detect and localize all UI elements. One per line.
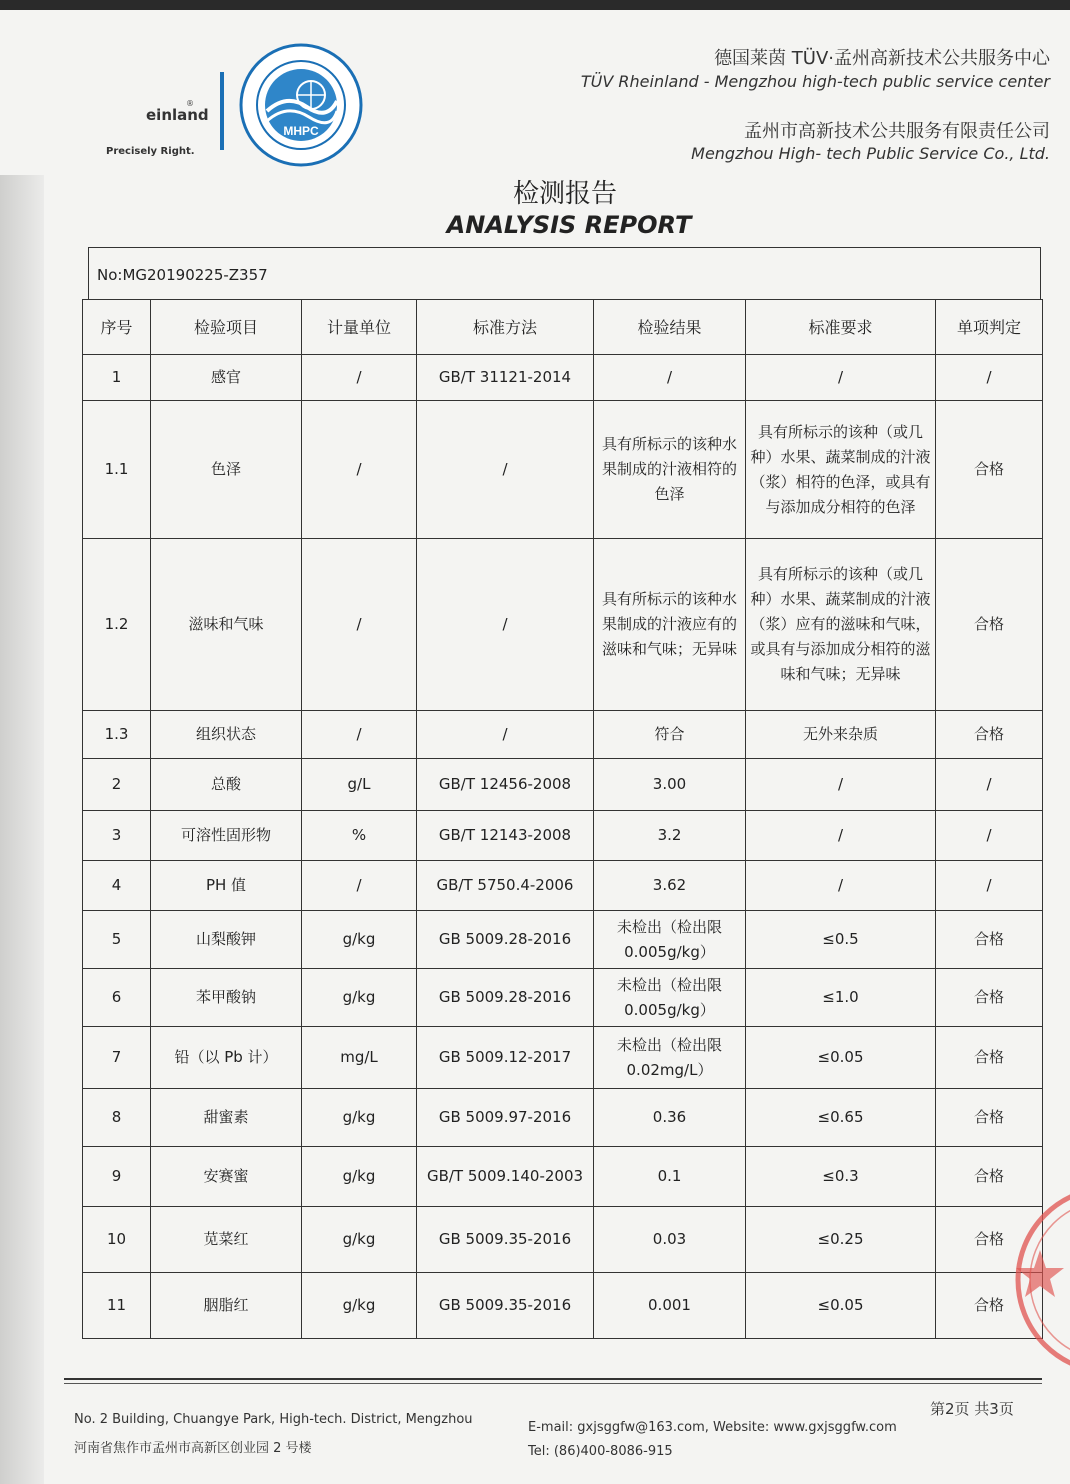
standard-requirement: / (746, 861, 936, 911)
row-number: 1.2 (83, 539, 151, 711)
unit: g/kg (302, 1147, 417, 1207)
test-item: 甜蜜素 (151, 1089, 302, 1147)
test-result: / (594, 355, 746, 401)
page-number: 第2页 共3页 (930, 1400, 1014, 1418)
unit: g/kg (302, 1207, 417, 1273)
test-result: 未检出（检出限0.005g/kg） (594, 911, 746, 969)
verdict: 合格 (936, 1147, 1043, 1207)
col-header: 检验结果 (594, 300, 746, 355)
results-table (82, 299, 1043, 1339)
verdict: 合格 (936, 969, 1043, 1027)
verdict: / (936, 355, 1043, 401)
standard-method: / (417, 401, 594, 539)
brand-logo-text: einland (146, 106, 209, 124)
test-item: 可溶性固形物 (151, 811, 302, 861)
test-result: 3.00 (594, 759, 746, 811)
table-row (83, 539, 1043, 711)
verdict: / (936, 759, 1043, 811)
table-row (83, 969, 1043, 1027)
table-row (83, 811, 1043, 861)
table-header-row (83, 300, 1043, 355)
standard-requirement: 具有所标示的该种（或几种）水果、蔬菜制成的汁液（浆）相符的色泽，或具有与添加成分相符的色泽 (746, 401, 936, 539)
row-number: 1.3 (83, 711, 151, 759)
standard-method: GB 5009.12-2017 (417, 1027, 594, 1089)
row-number: 4 (83, 861, 151, 911)
unit: g/L (302, 759, 417, 811)
standard-requirement: 具有所标示的该种（或几种）水果、蔬菜制成的汁液（浆）应有的滋味和气味，或具有与添加成分相符的滋味和气味；无异味 (746, 539, 936, 711)
contact-info: E-mail: gxjsggfw@163.com, Website: www.gxjsggfw.com (528, 1420, 897, 1435)
unit: g/kg (302, 1089, 417, 1147)
standard-requirement: ≤0.25 (746, 1207, 936, 1273)
standard-requirement: ≤0.05 (746, 1027, 936, 1089)
row-number: 5 (83, 911, 151, 969)
unit: % (302, 811, 417, 861)
test-item: 色泽 (151, 401, 302, 539)
test-result: 0.1 (594, 1147, 746, 1207)
row-number: 3 (83, 811, 151, 861)
unit: / (302, 401, 417, 539)
standard-method: GB 5009.35-2016 (417, 1273, 594, 1339)
test-result: 具有所标示的该种水果制成的汁液应有的滋味和气味；无异味 (594, 539, 746, 711)
unit: / (302, 355, 417, 401)
verdict: 合格 (936, 711, 1043, 759)
official-stamp-icon (1000, 1180, 1070, 1380)
standard-requirement: / (746, 759, 936, 811)
standard-method: GB 5009.35-2016 (417, 1207, 594, 1273)
address-en: No. 2 Building, Chuangye Park, High-tech. District, Mengzhou (74, 1412, 473, 1427)
org-name-cn-2: 孟州市高新技术公共服务有限责任公司 (744, 121, 1050, 142)
verdict: 合格 (936, 1027, 1043, 1089)
report-number: No:MG20190225-Z357 (88, 247, 1041, 299)
test-item: 胭脂红 (151, 1273, 302, 1339)
row-number: 2 (83, 759, 151, 811)
standard-requirement: / (746, 355, 936, 401)
standard-requirement: ≤0.65 (746, 1089, 936, 1147)
brand-divider (220, 72, 224, 150)
standard-method: GB/T 5750.4-2006 (417, 861, 594, 911)
standard-requirement: ≤0.05 (746, 1273, 936, 1339)
standard-method: GB 5009.28-2016 (417, 969, 594, 1027)
standard-method: GB/T 5009.140-2003 (417, 1147, 594, 1207)
standard-method: GB/T 12456-2008 (417, 759, 594, 811)
report-title-en: ANALYSIS REPORT (446, 211, 692, 239)
row-number: 8 (83, 1089, 151, 1147)
test-result: 具有所标示的该种水果制成的汁液相符的色泽 (594, 401, 746, 539)
test-item: 安赛蜜 (151, 1147, 302, 1207)
verdict: / (936, 861, 1043, 911)
standard-requirement: / (746, 811, 936, 861)
standard-method: GB 5009.28-2016 (417, 911, 594, 969)
test-item: PH 值 (151, 861, 302, 911)
footer-divider-thin (64, 1383, 1042, 1384)
test-item: 总酸 (151, 759, 302, 811)
unit: / (302, 539, 417, 711)
col-header: 序号 (83, 300, 151, 355)
col-header: 单项判定 (936, 300, 1043, 355)
row-number: 1 (83, 355, 151, 401)
table-row (83, 355, 1043, 401)
test-item: 组织状态 (151, 711, 302, 759)
table-row (83, 1027, 1043, 1089)
table-row (83, 711, 1043, 759)
test-result: 0.03 (594, 1207, 746, 1273)
row-number: 6 (83, 969, 151, 1027)
test-result: 符合 (594, 711, 746, 759)
row-number: 7 (83, 1027, 151, 1089)
unit: mg/L (302, 1027, 417, 1089)
row-number: 10 (83, 1207, 151, 1273)
table-row (83, 861, 1043, 911)
standard-requirement: ≤1.0 (746, 969, 936, 1027)
test-item: 感官 (151, 355, 302, 401)
test-result: 0.001 (594, 1273, 746, 1339)
test-result: 0.36 (594, 1089, 746, 1147)
verdict: 合格 (936, 1089, 1043, 1147)
row-number: 9 (83, 1147, 151, 1207)
standard-requirement: ≤0.5 (746, 911, 936, 969)
telephone: Tel: (86)400-8086-915 (528, 1444, 673, 1459)
verdict: 合格 (936, 401, 1043, 539)
test-result: 3.2 (594, 811, 746, 861)
standard-method: GB/T 12143-2008 (417, 811, 594, 861)
test-item: 苯甲酸钠 (151, 969, 302, 1027)
org-name-en-2: Mengzhou High- tech Public Service Co., Ltd. (691, 144, 1050, 163)
test-result: 未检出（检出限0.02mg/L） (594, 1027, 746, 1089)
col-header: 检验项目 (151, 300, 302, 355)
table-row (83, 1273, 1043, 1339)
test-result: 3.62 (594, 861, 746, 911)
table-row (83, 1207, 1043, 1273)
report-title-cn: 检测报告 (512, 179, 617, 209)
unit: g/kg (302, 1273, 417, 1339)
registered-mark: ® (186, 99, 194, 108)
table-row (83, 401, 1043, 539)
verdict: / (936, 811, 1043, 861)
brand-tagline: Precisely Right. (106, 146, 195, 157)
test-item: 滋味和气味 (151, 539, 302, 711)
verdict: 合格 (936, 911, 1043, 969)
org-name-cn-1: 德国莱茵 TÜV·孟州高新技术公共服务中心 (714, 48, 1050, 69)
unit: g/kg (302, 969, 417, 1027)
standard-method: / (417, 711, 594, 759)
table-row (83, 1089, 1043, 1147)
unit: g/kg (302, 911, 417, 969)
col-header: 标准要求 (746, 300, 936, 355)
col-header: 计量单位 (302, 300, 417, 355)
row-number: 11 (83, 1273, 151, 1339)
unit: / (302, 861, 417, 911)
org-name-en-1: TÜV Rheinland - Mengzhou high-tech public service center (580, 72, 1050, 91)
table-row (83, 1147, 1043, 1207)
address-cn: 河南省焦作市孟州市高新区创业园 2 号楼 (74, 1441, 312, 1456)
seal-logo-icon (237, 41, 365, 169)
table-row (83, 759, 1043, 811)
verdict: 合格 (936, 1207, 1043, 1273)
verdict: 合格 (936, 1273, 1043, 1339)
standard-method: / (417, 539, 594, 711)
test-result: 未检出（检出限0.005g/kg） (594, 969, 746, 1027)
standard-method: GB 5009.97-2016 (417, 1089, 594, 1147)
footer-divider (64, 1378, 1042, 1380)
standard-requirement: ≤0.3 (746, 1147, 936, 1207)
test-item: 铅（以 Pb 计） (151, 1027, 302, 1089)
standard-method: GB/T 31121-2014 (417, 355, 594, 401)
row-number: 1.1 (83, 401, 151, 539)
standard-requirement: 无外来杂质 (746, 711, 936, 759)
seal-text: MHPC (283, 124, 319, 138)
table-row (83, 911, 1043, 969)
test-item: 山梨酸钾 (151, 911, 302, 969)
unit: / (302, 711, 417, 759)
col-header: 标准方法 (417, 300, 594, 355)
test-item: 苋菜红 (151, 1207, 302, 1273)
verdict: 合格 (936, 539, 1043, 711)
